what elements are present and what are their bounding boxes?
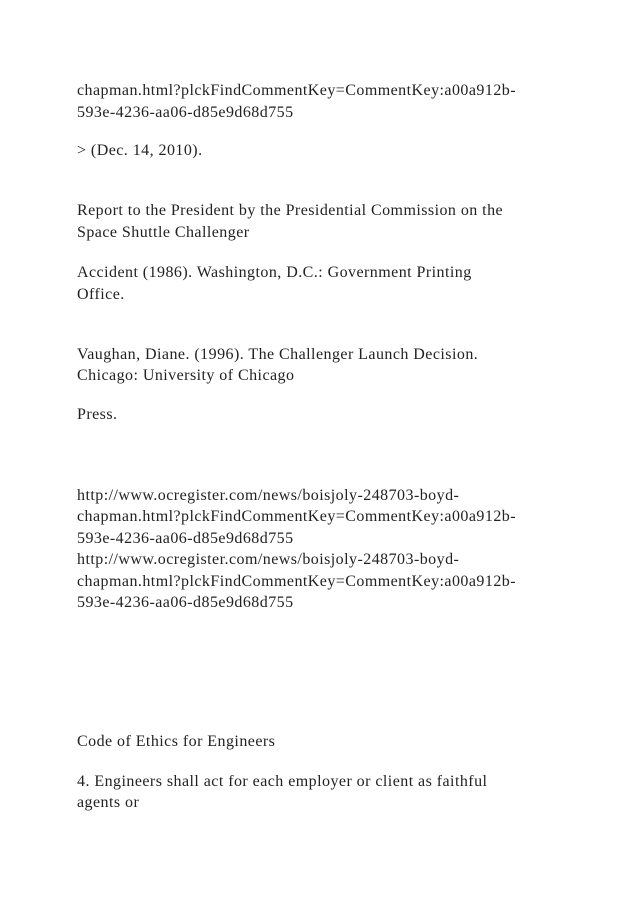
citation-date-line: > (Dec. 14, 2010). — [77, 142, 203, 159]
reference-line: Report to the President by the Presidential Commission on the — [77, 202, 504, 219]
url-line: 593e-4236-aa06-d85e9d68d755 — [77, 594, 294, 611]
url-line: http://www.ocregister.com/news/boisjoly-248703-boyd- — [77, 487, 460, 504]
section-heading: Code of Ethics for Engineers — [77, 733, 276, 750]
reference-line: Office. — [77, 286, 125, 303]
body-text-line: 4. Engineers shall act for each employer or client as faithful — [77, 773, 488, 790]
url-line: chapman.html?plckFindCommentKey=CommentKey:a00a912b- — [77, 508, 517, 525]
citation-url-tail-line: 593e-4236-aa06-d85e9d68d755 — [77, 104, 294, 121]
reference-line: Chicago: University of Chicago — [77, 367, 295, 384]
url-line: http://www.ocregister.com/news/boisjoly-248703-boyd- — [77, 551, 460, 568]
citation-url-tail-line: chapman.html?plckFindCommentKey=CommentKey:a00a912b- — [77, 82, 517, 99]
url-line: chapman.html?plckFindCommentKey=CommentKey:a00a912b- — [77, 573, 517, 590]
reference-line: Space Shuttle Challenger — [77, 224, 250, 241]
reference-line: Press. — [77, 406, 118, 423]
url-line: 593e-4236-aa06-d85e9d68d755 — [77, 530, 294, 547]
reference-line: Vaughan, Diane. (1996). The Challenger Launch Decision. — [77, 346, 479, 363]
reference-line: Accident (1986). Washington, D.C.: Government Printing — [77, 264, 472, 281]
body-text-line: agents or — [77, 794, 140, 811]
